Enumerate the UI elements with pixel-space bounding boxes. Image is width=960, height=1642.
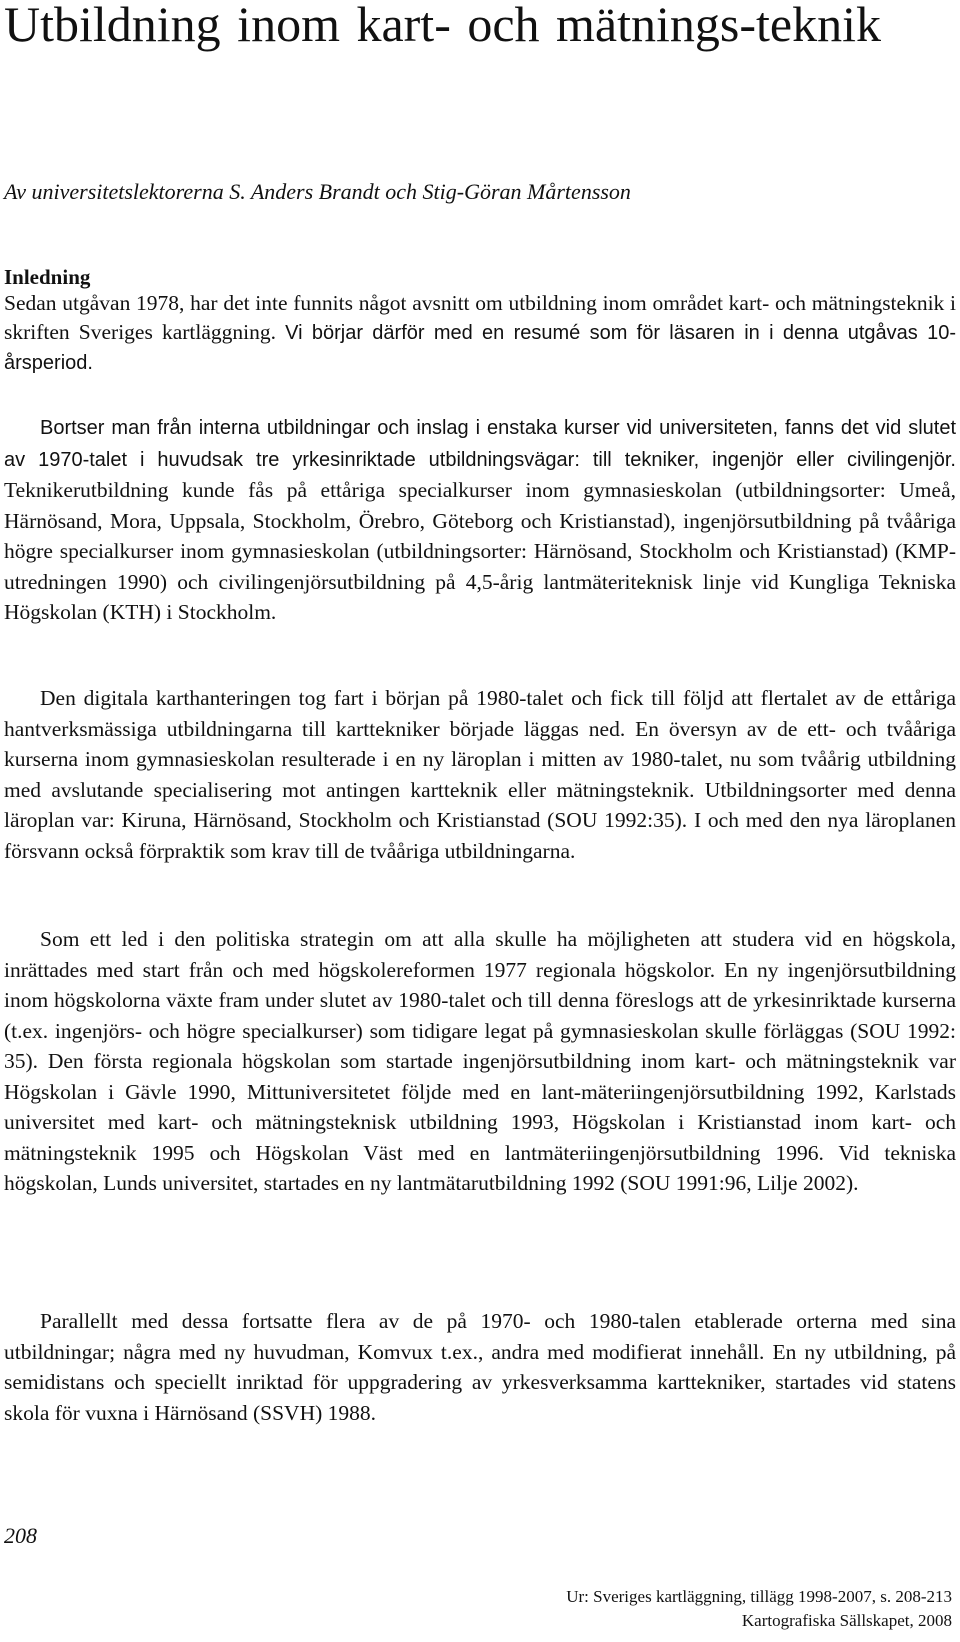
article-title: Utbildning inom kart- och mätnings-teknik	[4, 0, 881, 52]
paragraph-education-paths-sans: Bortser man från interna utbildningar och inslag i enstaka kurser vid universiteten, fanns det vid slutet av 1970-talet i huvudsak tre yrkesinriktade utbildningsvägar: till tekniker, ingenjör eller civilingenjör.	[4, 417, 956, 471]
paragraph-education-paths-serif: Teknikerutbildning kunde fås på ettåriga specialkurser inom gymnasieskolan (utbildningsorter: Umeå, Härnösand, Mora, Uppsala, Stockholm, Örebro, Göteborg och Kristianstad), ingenjörsutbildning på tvååriga högre specialkurser inom gymnasieskolan (utbildningsorter: Härnösand, Stockholm och Kristianstad) (KMP-utredningen 1990) och civilingenjörsutbildning på 4,5-årig lantmäteriteknisk linje vid Kungliga Tekniska Högskolan (KTH) i Stockholm.	[4, 478, 956, 624]
paragraph-regional-colleges: Som ett led i den politiska strategin om att alla skulle ha möjligheten att studera vid en högskola, inrättades med start från och med högskolereformen 1977 regionala högskolor. En ny ingenjörsutbildning inom högskolorna växte fram under slutet av 1980-talet och till denna föreslogs att de yrkesinriktade kurserna (t.ex. ingenjörs- och högre specialkurser) som tidigare legat på gymnasieskolan skulle förläggas (SOU 1992: 35). Den första regionala högskolan som startade ingenjörsutbildning inom kart- och mätningsteknik var Högskolan i Gävle 1990, Mittuniversitetet följde med en lant-mäteriingenjörsutbildning 1992, Karlstads universitet med kart- och mätningsteknisk utbildning 1993, Högskolan i Kristianstad inom kart- och mätningsteknik 1995 och Högskolan Väst med en lantmäteriingenjörsutbildning 1996. Vid tekniska högskolan, Lunds universitet, startades en ny lantmätarutbildning 1992 (SOU 1991:96, Lilje 2002).	[4, 927, 956, 1195]
source-line: Ur: Sveriges kartläggning, tillägg 1998-2007, s. 208-213	[566, 1587, 952, 1606]
section-heading-inledning: Inledning	[4, 265, 91, 289]
paragraph-digital-mapping: Den digitala karthanteringen tog fart i början på 1980-talet och fick till följd att flertalet av de ettåriga hantverksmässiga utbildningarna till karttekniker började läggas ned. En översyn av de ett- och tvååriga kurserna inom gymnasieskolan resulterade i en ny läroplan i mitten av 1980-talet, nu som tvåårig utbildning med avslutande specialisering mot antingen kartteknik eller mätningsteknik. Utbildningsorter med denna läroplan var: Kiruna, Härnösand, Stockholm och Kristianstad (SOU 1992:35). I och med den nya läroplanen försvann också förpraktik som krav till de tvååriga utbildningarna.	[4, 686, 956, 863]
introduction-paragraph	[4, 289, 956, 378]
introduction-text-sans: Vi börjar därför med en resumé som för läsaren in i denna utgåvas 10-årsperiod.	[4, 322, 956, 374]
source-citation	[566, 1585, 952, 1633]
paragraph-education-paths	[4, 412, 956, 628]
paragraph-parallel-education: Parallellt med dessa fortsatte flera av de på 1970- och 1980-talen etablerade orterna med sina utbildningar; några med ny huvudman, Komvux t.ex., andra med modifierat innehåll. En ny utbildning, på semidistans och speciellt inriktad för uppgradering av yrkesverksamma karttekniker, startades vid statens skola för vuxna i Härnösand (SSVH) 1988.	[4, 1309, 956, 1425]
introduction-text-serif: Sedan utgåvan 1978, har det inte funnits något avsnitt om utbildning inom området kart- och mätningsteknik i skriften Sveriges kartläggning.	[4, 291, 956, 344]
article-byline: Av universitetslektorerna S. Anders Brandt och Stig-Göran Mårtensson	[4, 179, 631, 204]
publisher-line: Kartografiska Sällskapet, 2008	[741, 1611, 952, 1630]
page-number: 208	[4, 1523, 37, 1548]
